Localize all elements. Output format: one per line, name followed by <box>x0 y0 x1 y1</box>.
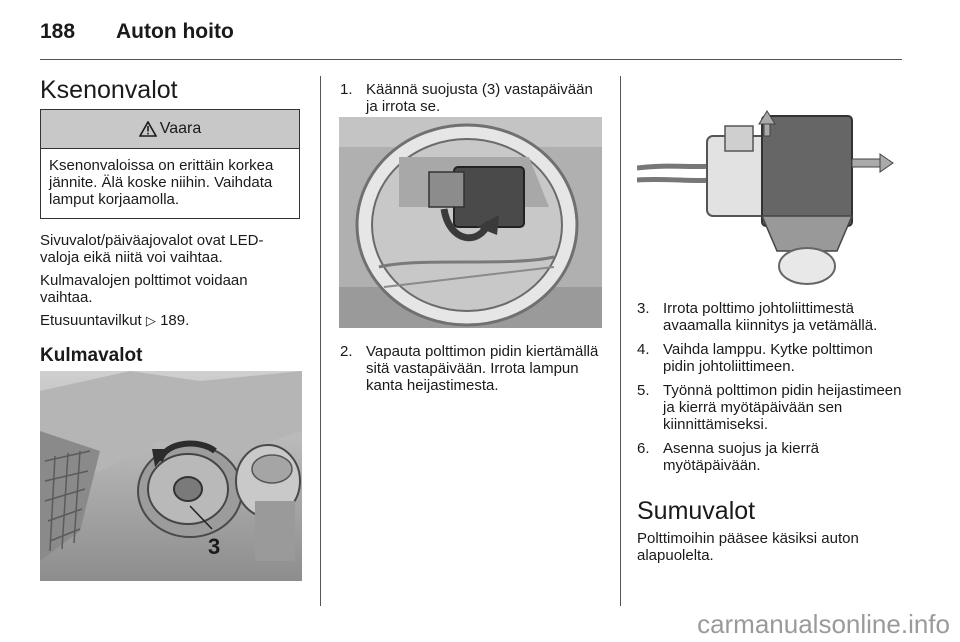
warning-triangle-icon <box>139 121 157 137</box>
paragraph-reference <box>40 312 302 329</box>
instruction-steps <box>340 343 605 401</box>
warning-label: Vaara <box>159 120 202 137</box>
step-item <box>340 81 605 115</box>
section-heading: Ksenonvalot <box>40 76 178 104</box>
paragraph: Sivuvalot/päiväajovalot ovat LED-valoja eikä niitä voi vaihtaa. <box>40 232 264 266</box>
step-text: Irrota polttimo johtoliittimestä avaamalla kiinnitys ja vetämällä. <box>663 300 878 334</box>
step-text: Käännä suojusta (3) vastapäivään ja irrota se. <box>366 81 593 115</box>
figure-xenon-cover <box>339 117 602 328</box>
figure-callout-label: 3 <box>208 534 221 559</box>
step-text: Vapauta polttimon pidin kiertämällä sitä vastapäivään. Irrota lampun kanta heijastimesta. <box>366 343 599 394</box>
xenon-cover-illustration <box>339 117 602 328</box>
column-divider <box>620 76 621 606</box>
step-item <box>637 382 903 433</box>
step-number: 3. <box>637 300 650 317</box>
instruction-steps <box>340 81 605 122</box>
page-header-title: Auton hoito <box>116 20 234 43</box>
step-number: 1. <box>340 81 353 98</box>
step-number: 4. <box>637 341 650 358</box>
subsection-heading: Kulmavalot <box>40 345 143 366</box>
paragraph: Kulmavalojen polttimot voidaan vaihtaa. <box>40 272 248 306</box>
section-heading: Sumuvalot <box>637 497 756 525</box>
bulb-connector-illustration <box>637 76 900 286</box>
paragraph: Polttimoihin pääsee käsiksi auton alapuolelta. <box>637 530 859 564</box>
page-reference-link[interactable]: 189. <box>160 312 190 329</box>
step-item <box>637 300 903 334</box>
step-text: Asenna suojus ja kierrä myötäpäivään. <box>663 440 819 474</box>
page-reference-arrow-icon: ▷ <box>145 313 156 328</box>
step-number: 5. <box>637 382 650 399</box>
step-item <box>637 440 903 474</box>
step-number: 2. <box>340 343 353 360</box>
step-item <box>637 341 903 375</box>
watermark: carmanualsonline.info <box>697 609 950 639</box>
reference-text: Etusuuntavilkut <box>40 312 142 329</box>
column-divider <box>320 76 321 606</box>
page-number: 188 <box>40 20 76 43</box>
cornering-light-illustration <box>40 371 302 581</box>
step-item <box>340 343 605 394</box>
step-text: Vaihda lamppu. Kytke polttimon pidin johtoliittimeen. <box>663 341 873 375</box>
figure-cornering-light <box>40 371 302 581</box>
figure-bulb-connector <box>637 76 900 286</box>
header-divider <box>40 59 902 60</box>
warning-header <box>41 110 299 149</box>
step-number: 6. <box>637 440 650 457</box>
warning-box <box>40 109 300 219</box>
warning-text: Ksenonvaloissa on erittäin korkea jännite. Älä koske niihin. Vaihdata lamput korjaamolla. <box>49 157 274 208</box>
instruction-steps <box>637 300 903 481</box>
step-text: Työnnä polttimon pidin heijastimeen ja kierrä myötäpäivään sen kiinnittämiseksi. <box>663 382 902 433</box>
